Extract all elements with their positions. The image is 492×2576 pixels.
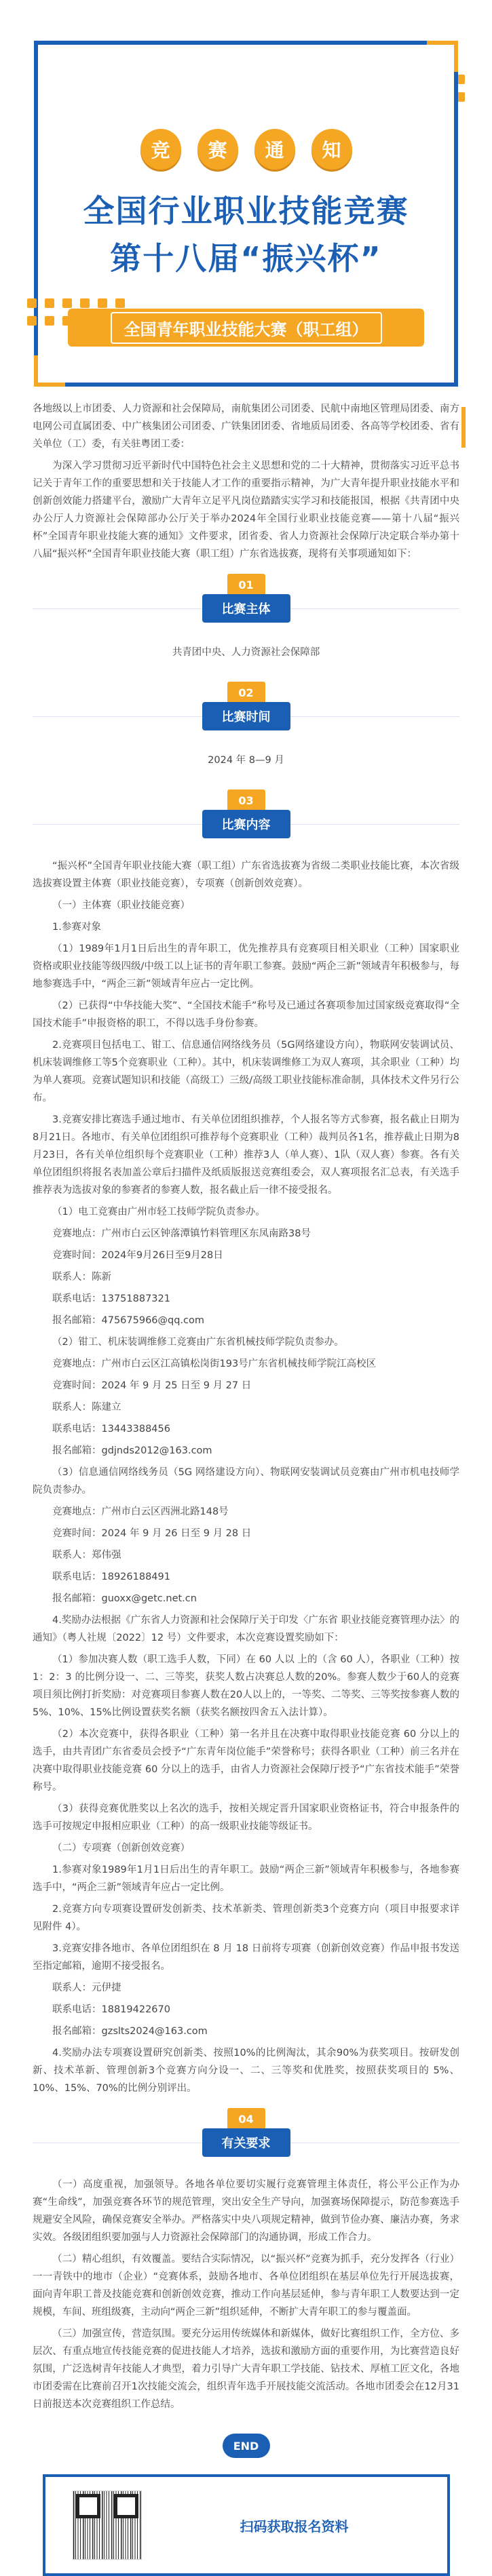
article-body [33, 400, 459, 2576]
content-paragraph: （3）信息通信网络线务员（5G 网络建设方向）、物联网安装调试员竞赛由广州市机电技师学院负责参办。 [33, 1467, 459, 1496]
notice-char-2: 赛 [197, 129, 238, 170]
content-paragraph: 2.竞赛项目包括电工、钳工、信息通信网络线务员（5G网络建设方向），物联网安装调试员、机床装调维修工等5个竞赛职业（工种）。其中，机床装调维修工为双人赛项，其余职业（工种）均为单人赛项。竞赛试题知识和技能（高级工）三级/高级工职业技能标准命制，具体技术文件另行公布。 [33, 1040, 459, 1104]
content-paragraph: 联系电话：13751887321 [52, 1293, 170, 1304]
end-badge: END [223, 2434, 270, 2458]
requirement-paragraph: （三）加强宣传，营造氛围。要充分运用传统媒体和新媒体，做好比赛组织工作，全方位、多层次、有重点地宣传技能竞赛的促进技能人才培养，选拔和激励方面的重要作用，为比赛营造良好氛围，广泛选树青年技能人才典型，着力引导广大青年职工学技能、钻技术、厚植工匠文化，各地市团委需在比赛前召开1次技能交流会，组织青年选手开展技能交流活动。各地市团委会在12月31日前报送本次竞赛组织工作总结。 [33, 2328, 459, 2410]
schedule-text: 2024 年 8—9 月 [208, 755, 284, 766]
content-paragraph: 联系人：陈建立 [52, 1402, 121, 1413]
decor-dot [62, 298, 72, 308]
content-paragraph: 报名邮箱：guoxx@getc.net.cn [52, 1593, 197, 1604]
content-paragraph: （3）获得竞赛优胜奖以上名次的选手，按相关规定晋升国家职业资格证书，符合申报条件的选手可按规定申报相应职业（工种）的高一级职业技能等级证书。 [33, 1803, 459, 1832]
section-header-3 [33, 783, 459, 857]
section-number: 02 [227, 682, 265, 703]
content-paragraph: 竞赛地点：广州市白云区江高镇松岗街193号广东省机械技师学院江高校区 [52, 1359, 377, 1369]
section-number: 04 [227, 2108, 265, 2130]
qr-label: 扫码获取报名资料 [240, 2518, 349, 2535]
decor-dot [98, 298, 107, 308]
content-paragraph: 4.奖励办法根据《广东省人力资源和社会保障厅关于印发〈广东省 职业技能竞赛管理办法〉的通知》（粤人社规〔2022〕12 号）文件要求，本次竞赛设置奖励如下： [33, 1615, 459, 1643]
group-ribbon-label: 全国青年职业技能大赛（职工组） [111, 312, 382, 344]
content-paragraph: 3.竞赛安排比赛选手通过地市、有关单位团组织推荐，个人报名等方式参赛，报名截止日期为8月21日。各地市、有关单位团组织可推荐每个竞赛职业（工种）裁判员各1名，推荐截止日期为8月23日，各有关单位组织每个竞赛职业（工种）推荐3人（单人赛）、1队（双人赛）参赛。各有关单位团组织将报名表加盖公章后扫描件及纸质版报送竞赛组委会，双人赛项报名汇总表，有关选手推荐表为选拔对象的参赛者的参赛人数，报名截止后一律不接受报名。 [33, 1114, 459, 1196]
organizer-text: 共青团中央、人力资源社会保障部 [172, 647, 320, 658]
requirements-content [33, 2176, 459, 2413]
content-paragraph: 1.参赛对象 [52, 922, 101, 933]
end-wrap [33, 2434, 459, 2458]
notice-char-4: 知 [311, 129, 352, 170]
content-paragraph: 1.参赛对象1989年1月1日后出生的青年职工。鼓励“两企三新”领域青年积极参与，各地参赛选手中，“两企三新”领域青年应占一定比例。 [33, 1865, 459, 1893]
content-paragraph: 竞赛地点：广州市白云区西洲北路148号 [52, 1506, 229, 1517]
content-paragraph: 竞赛地点：广州市白云区钟落潭镇竹料管理区东凤南路38号 [52, 1228, 311, 1239]
section-number: 03 [227, 789, 265, 811]
content-paragraph: 报名邮箱：gzslts2024@163.com [52, 2026, 208, 2037]
decor-dot [45, 298, 54, 308]
section-number: 01 [227, 574, 265, 596]
content-paragraph: 2.竞赛方向专项赛设置研发创新类、技术革新类、管理创新类3个竞赛方向（项目申报要求详见附件 4）。 [33, 1904, 459, 1932]
content-paragraph: 4.奖励办法专项赛设置研究创新类、按照10%的比例淘汰，其余90%为获奖项目。按研发创新、技术革新、管理创新3个竞赛方向分设一、二、三等奖和优胜奖，按照获奖项目的 5%、10%、15%、70%的比例分别评出。 [33, 2048, 459, 2094]
competition-content [33, 857, 459, 2097]
decor-dot [45, 316, 54, 326]
section-title: 比赛主体 [202, 594, 290, 623]
notice-title-row [0, 129, 492, 170]
sub-title: 第十八届“振兴杯” [110, 240, 382, 277]
group-ribbon [68, 309, 424, 347]
requirement-paragraph: （一）高度重视，加强领导。各地各单位要切实履行竞赛管理主体责任，将公平公正作为办赛“生命线”，加强竞赛各环节的规范管理，突出安全生产导向，加强赛场保障提示，防范参赛选手规避安全风险，确保竞赛安全举办。严格落实中央八项规定精神，做到节俭办赛、廉洁办赛，务求实效。各级团组织要加强与人力资源社会保障部门的沟通协调，形成工作合力。 [33, 2179, 459, 2243]
notice-char-3: 通 [254, 129, 295, 170]
decor-dot [80, 298, 90, 308]
qr-box [43, 2474, 450, 2576]
requirement-paragraph: （二）精心组织，有效覆盖。要结合实际情况，以“振兴杯”竞赛为抓手，充分发挥各（行业）一一青铁中的地市（企业）“竞赛体系，鼓励各地市、各单位团组织在基层单位先行开展选拔赛，面向青年职工普及技能竞赛和创新创效竞赛，推动工作向基层延伸，参与青年职工人数要达到一定规模，车间、班组级赛，主动向“两企三新”组织延伸，不断扩大青年职工的参与覆盖面。 [33, 2254, 459, 2318]
content-paragraph: （一）主体赛（职业技能竞赛） [52, 900, 190, 911]
content-paragraph: “振兴杯”全国青年职业技能大赛（职工组）广东省选拔赛为省级二类职业技能比赛，本次省级选拔赛设置主体赛（职业技能竞赛），专项赛（创新创效竞赛）。 [33, 861, 459, 889]
content-paragraph: （2）已获得“中华技能大奖”、“全国技术能手”称号及已通过各赛项参加过国家级竞赛取得“全国技术能手”申报资格的职工，不得以选手身份参赛。 [33, 1000, 459, 1029]
content-paragraph: 3.竞赛安排各地市、各单位团组织在 8 月 18 日前将专项赛（创新创效竞赛）作品申报书发送至指定邮箱，逾期不接受报名。 [33, 1943, 459, 1972]
content-paragraph: （1）1989年1月1日后出生的青年职工，优先推荐具有竞赛项目相关职业（工种）国家职业资格或职业技能等级四级/中级工以上证书的青年职工参赛。鼓励“两企三新”领域青年积极参与，每地参赛选手中，“两企三新”领域青年应占一定比例。 [33, 943, 459, 990]
content-paragraph: 联系电话：18819422670 [52, 2004, 170, 2015]
banner [0, 0, 492, 427]
decor-dot [115, 298, 125, 308]
section-header-2 [33, 675, 459, 749]
content-paragraph: 联系人：陈新 [52, 1272, 111, 1283]
content-paragraph: 联系电话：18926188491 [52, 1572, 170, 1582]
decor-dot [27, 298, 37, 308]
section-header-1 [33, 567, 459, 642]
content-paragraph: 竞赛时间：2024 年 9 月 25 日至 9 月 27 日 [52, 1380, 252, 1391]
accent-line [461, 407, 466, 448]
section-title: 有关要求 [202, 2128, 290, 2157]
content-paragraph: 报名邮箱：gdjnds2012@163.com [52, 1445, 212, 1456]
qr-code-icon[interactable] [73, 2491, 142, 2560]
content-paragraph: 竞赛时间：2024年9月26日至9月28日 [52, 1250, 223, 1261]
section-title: 比赛内容 [202, 810, 290, 838]
decor-dot [27, 316, 37, 326]
content-paragraph: 联系电话：13443388456 [52, 1424, 170, 1435]
content-paragraph: （2）钳工、机床装调维修工竞赛由广东省机械技师学院负责参办。 [52, 1337, 344, 1348]
content-paragraph: （2）本次竞赛中，获得各职业（工种）第一名并且在决赛中取得职业技能竞赛 60 分以上的选手，由共青团广东省委员会授予“广东青年岗位能手”荣誉称号；获得各职业（工种）前三名并在决赛中取得职业技能竞赛 60 分以上的选手，由省人力资源社会保障厅授予“广东省技术能手”荣誉称号。 [33, 1729, 459, 1793]
content-paragraph: 竞赛时间：2024 年 9 月 26 日至 9 月 28 日 [52, 1528, 252, 1539]
frame-corner-top-right [427, 41, 458, 72]
section-header-4 [33, 2101, 459, 2176]
main-title: 全国行业职业技能竞赛 [83, 193, 409, 229]
content-paragraph: 联系人：郑伟强 [52, 1550, 121, 1561]
content-paragraph: 报名邮箱：475675966@qq.com [52, 1315, 205, 1326]
frame-corner-bottom-left [34, 355, 65, 387]
content-paragraph: 联系人：元伊捷 [52, 1983, 121, 1993]
content-paragraph: （1）电工竞赛由广州市轻工技师学院负责参办。 [52, 1207, 265, 1217]
intro-recipients: 各地级以上市团委、人力资源和社会保障局，南航集团公司团委、民航中南地区管理局团委、南方电网公司直属团委、中广核集团公司团委、广铁集团团委、省地质局团委、各高等学校团委、省有关单位（工）委，有关驻粤团工委： [33, 404, 459, 450]
notice-char-1: 竞 [140, 129, 181, 170]
content-paragraph: （二）专项赛（创新创效竞赛） [52, 1843, 190, 1854]
intro-paragraph: 为深入学习贯彻习近平新时代中国特色社会主义思想和党的二十大精神，贯彻落实习近平总书记关于青年工作的重要思想和关于技能人才工作的重要指示精神，为广大青年提升职业技能水平和创新创效能力搭建平台，激励广大青年立足平凡岗位踏踏实实学习和技能报国，根据《共青团中央办公厅人力资源社会保障部办公厅关于举办2024年全国行业职业技能竞赛——第十八届“振兴杯”全国青年职业技能大赛的通知》文件要求，团省委、省人力资源社会保障厅决定联合举办第十八届“振兴杯”全国青年职业技能大赛（职工组）广东省选拔赛，现将有关事项通知如下： [33, 461, 459, 560]
section-title: 比赛时间 [202, 702, 290, 730]
content-paragraph: （1）参加决赛人数（职工选手人数，下同）在 60 人以 上的（含 60 人），各职业（工种）按1：2：3 的比例分设一、二、三等奖，获奖人数占决赛总人数的20%。参赛人数少于60人的竞赛项目须比例打折奖励：对竞赛项目参赛人数在20人以上的，一等奖、二等奖、三等奖按参赛人数的 5%、10%、15%比例设置获奖名额（获奖名额按四舍五入法计算）。 [33, 1654, 459, 1718]
